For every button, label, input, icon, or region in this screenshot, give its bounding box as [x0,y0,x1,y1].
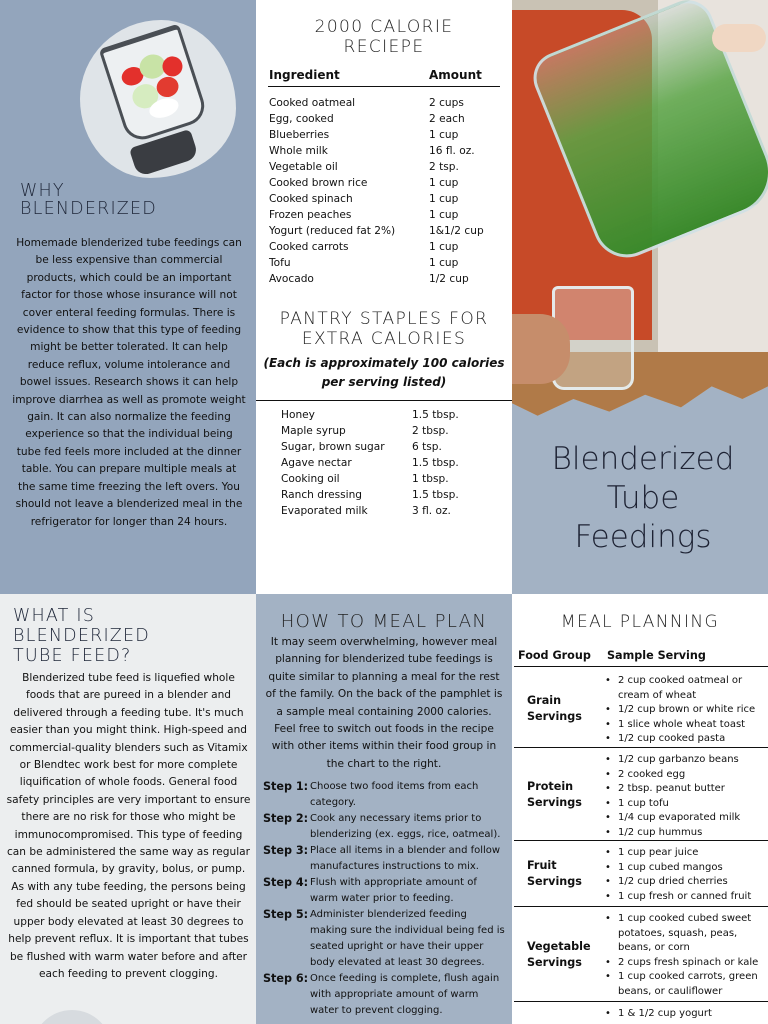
food-group-name: Grain Servings [527,693,582,723]
meal-table-header [514,646,768,667]
step-item [263,811,507,843]
step-text: Administer blenderized feeding making sure the individual being fed is seated upright or have their upper body elevated at least 30 degrees. [310,909,505,968]
table-row [281,487,501,503]
item-name: Tofu [269,257,291,269]
recipe-heading: 2000 CALORIE RECIEPE [314,17,454,57]
pantry-heading: PANTRY STAPLES FOR EXTRA CALORIES [279,309,489,349]
table-row [269,255,501,271]
item-amount: 1.5 tbsp. [412,489,459,501]
sample-serving-list [618,846,768,904]
item-name: Evaporated milk [281,505,368,517]
how-to-intro: It may seem overwhelming, however meal planning for blenderized tube feedings is quite similar to planning a meal for the rest of the family. On the back of the pamphlet is a sample meal containing 2000 calories. Feel free to switch out foods in the recipe with other items within their food group in the chart to the right. [265,636,503,770]
food-group-row [514,748,768,841]
meal-planning-heading: MEAL PLANNING [560,612,720,632]
sample-serving-list [618,1007,768,1022]
step-label: Step 6: [263,972,309,985]
serving-item: • 1/2 cup dried cherries [618,875,768,890]
item-amount: 3 fl. oz. [412,505,451,517]
step-label: Step 1: [263,780,309,793]
table-row [281,423,501,439]
item-name: Honey [281,409,315,421]
item-amount: 1 cup [429,129,459,141]
serving-item: • 1 cup cubed mangos [618,861,768,876]
item-amount: 1 cup [429,241,459,253]
why-blenderized-text: Homemade blenderized tube feedings can be less expensive than commercial products, which could be an important factor for those whose insurance will not cover enteral feeding formulas. There is evidence to show that this type of feeding might be better tolerated. It can help reduce reflux, volume intolerance and bowel issues. Research shows it can help improve diarrhea as well as promote weight gain. It can also normalize the feeding experience so that the individual being tube fed feels more included at the dinner table. You can prepare multiple meals at the same time freezing the left overs. You should not leave a blenderized meal in the refrigerator for longer than 24 hours. [12,237,246,528]
food-group-row [514,907,768,1002]
table-row [269,223,501,239]
item-amount: 2 tbsp. [412,425,449,437]
sample-serving-list [618,912,768,999]
food-group-name: Vegetable Servings [527,939,591,969]
recipe-table [269,95,501,287]
pantry-subtitle: (Each is approximately 100 calories per serving listed) [263,356,505,389]
table-row [269,191,501,207]
sample-serving-list [618,753,768,840]
sample-serving-list [618,674,768,747]
step-label: Step 4: [263,876,309,889]
col-food-group: Food Group [518,649,591,662]
table-row [281,471,501,487]
serving-item: • 1/2 cup garbanzo beans [618,753,768,768]
item-name: Cooked brown rice [269,177,368,189]
step-text: Flush with appropriate amount of warm water prior to feeding. [310,877,477,904]
serving-item: • 1 cup fresh or canned fruit [618,890,768,905]
table-row [269,111,501,127]
steps-list [263,779,507,1019]
smoothie-photo [512,0,768,420]
step-text: Once feeding is complete, flush again with appropriate amount of warm water to prevent clogging. [310,973,500,1016]
table-row [269,271,501,287]
panel-meal-planning [512,594,768,1024]
item-amount: 1 cup [429,177,459,189]
table-row [269,207,501,223]
item-name: Cooked carrots [269,241,349,253]
item-name: Frozen peaches [269,209,352,221]
table-row [281,407,501,423]
item-name: Whole milk [269,145,328,157]
serving-item: • 2 cups fresh spinach or kale [618,956,768,971]
col-amount: Amount [429,68,482,82]
pantry-divider [256,400,512,401]
food-group-row [514,1002,768,1024]
item-amount: 1.5 tbsp. [412,457,459,469]
item-amount: 1/2 cup [429,273,469,285]
col-sample-serving: Sample Serving [607,649,706,662]
serving-item: • 2 cooked egg [618,768,768,783]
item-name: Cooking oil [281,473,340,485]
pantry-table [281,407,501,519]
item-name: Blueberries [269,129,330,141]
item-name: Yogurt (reduced fat 2%) [269,225,396,237]
item-amount: 6 tsp. [412,441,442,453]
panel-recipe [256,0,512,594]
item-amount: 2 tsp. [429,161,459,173]
item-amount: 2 each [429,113,465,125]
blender-fruit-image [80,20,236,178]
table-row [269,239,501,255]
item-name: Cooked spinach [269,193,353,205]
serving-item: • 1 slice whole wheat toast [618,718,768,733]
table-row [281,439,501,455]
step-item [263,875,507,907]
table-row [281,503,501,519]
step-text: Choose two food items from each category. [310,781,479,808]
item-amount: 2 cups [429,97,464,109]
serving-item: • 2 tbsp. peanut butter [618,782,768,797]
item-amount: 1 cup [429,193,459,205]
panel-cover [512,0,768,594]
decorative-image [32,1010,112,1024]
cover-title: Blenderized Tube Feedings [551,441,735,555]
food-group-row [514,841,768,907]
step-item [263,843,507,875]
step-label: Step 2: [263,812,309,825]
serving-item: • 1 & 1/2 cup yogurt [618,1007,768,1022]
item-amount: 1 cup [429,209,459,221]
table-row [269,127,501,143]
serving-item: • 1/2 cup cooked pasta [618,732,768,747]
what-is-text: Blenderized tube feed is liquefied whole foods that are pureed in a blender and delivered through a feeding tube. It's much easier than you might think. High-speed and commercial-quality blenders such as Vitamix or Blendtec work best for more complete liquification of whole foods. General food safety principles are very important to ensure there are no risk for those who might be immunocompromised. This type of feeding can be administered the same way as regular canned formula, by gravity, bolus, or pump. As with any tube feeding, the persons being fed should be seated upright or have their upper body elevated at least 30 degrees to help prevent reflux. It is important that tubes be flushed with warm water before and after each feeding to prevent clogging. [6,672,251,980]
food-group-name: Fruit Servings [527,859,582,888]
table-row [281,455,501,471]
blender-jar [99,23,210,144]
food-group-row [514,669,768,748]
what-is-heading: WHAT IS BLENDERIZED TUBE FEED? [13,606,150,666]
panel-how-to [256,594,512,1024]
serving-item: • 1/4 cup evaporated milk [618,811,768,826]
food-group-name: Protein Servings [527,779,582,809]
step-text: Place all items in a blender and follow manufactures instructions to mix. [310,845,501,872]
item-name: Egg, cooked [269,113,334,125]
item-name: Ranch dressing [281,489,363,501]
item-amount: 16 fl. oz. [429,145,475,157]
panel-what-is [0,594,256,1024]
serving-item: • 1 cup cooked carrots, green beans, or cauliflower [618,970,768,999]
why-blenderized-heading: WHY BLENDERIZED [20,181,157,220]
item-amount: 1.5 tbsp. [412,409,459,421]
serving-item: • 1 cup pear juice [618,846,768,861]
serving-item: • 1/2 cup brown or white rice [618,703,768,718]
item-name: Agave nectar [281,457,352,469]
step-label: Step 3: [263,844,309,857]
serving-item: • 1 cup tofu [618,797,768,812]
table-row [269,159,501,175]
serving-item: • 2 cup cooked oatmeal or cream of wheat [618,674,768,703]
step-item [263,971,507,1019]
item-name: Avocado [269,273,314,285]
how-to-heading: HOW TO MEAL PLAN [280,611,488,632]
item-name: Vegetable oil [269,161,338,173]
step-item [263,779,507,811]
table-row [269,175,501,191]
item-amount: 1 tbsp. [412,473,449,485]
serving-item: • 1 cup cooked cubed sweet potatoes, squash, peas, beans, or corn [618,912,768,956]
serving-item: • 1/2 cup hummus [618,826,768,841]
recipe-table-header [268,67,500,87]
step-label: Step 5: [263,908,309,921]
item-name: Maple syrup [281,425,346,437]
table-row [269,95,501,111]
item-name: Sugar, brown sugar [281,441,385,453]
step-item [263,907,507,971]
table-row [269,143,501,159]
item-name: Cooked oatmeal [269,97,356,109]
col-ingredient: Ingredient [269,68,340,82]
item-amount: 1&1/2 cup [429,225,484,237]
step-text: Cook any necessary items prior to blenderizing (ex. eggs, rice, oatmeal). [310,813,501,840]
item-amount: 1 cup [429,257,459,269]
panel-why-blenderized [0,0,256,594]
